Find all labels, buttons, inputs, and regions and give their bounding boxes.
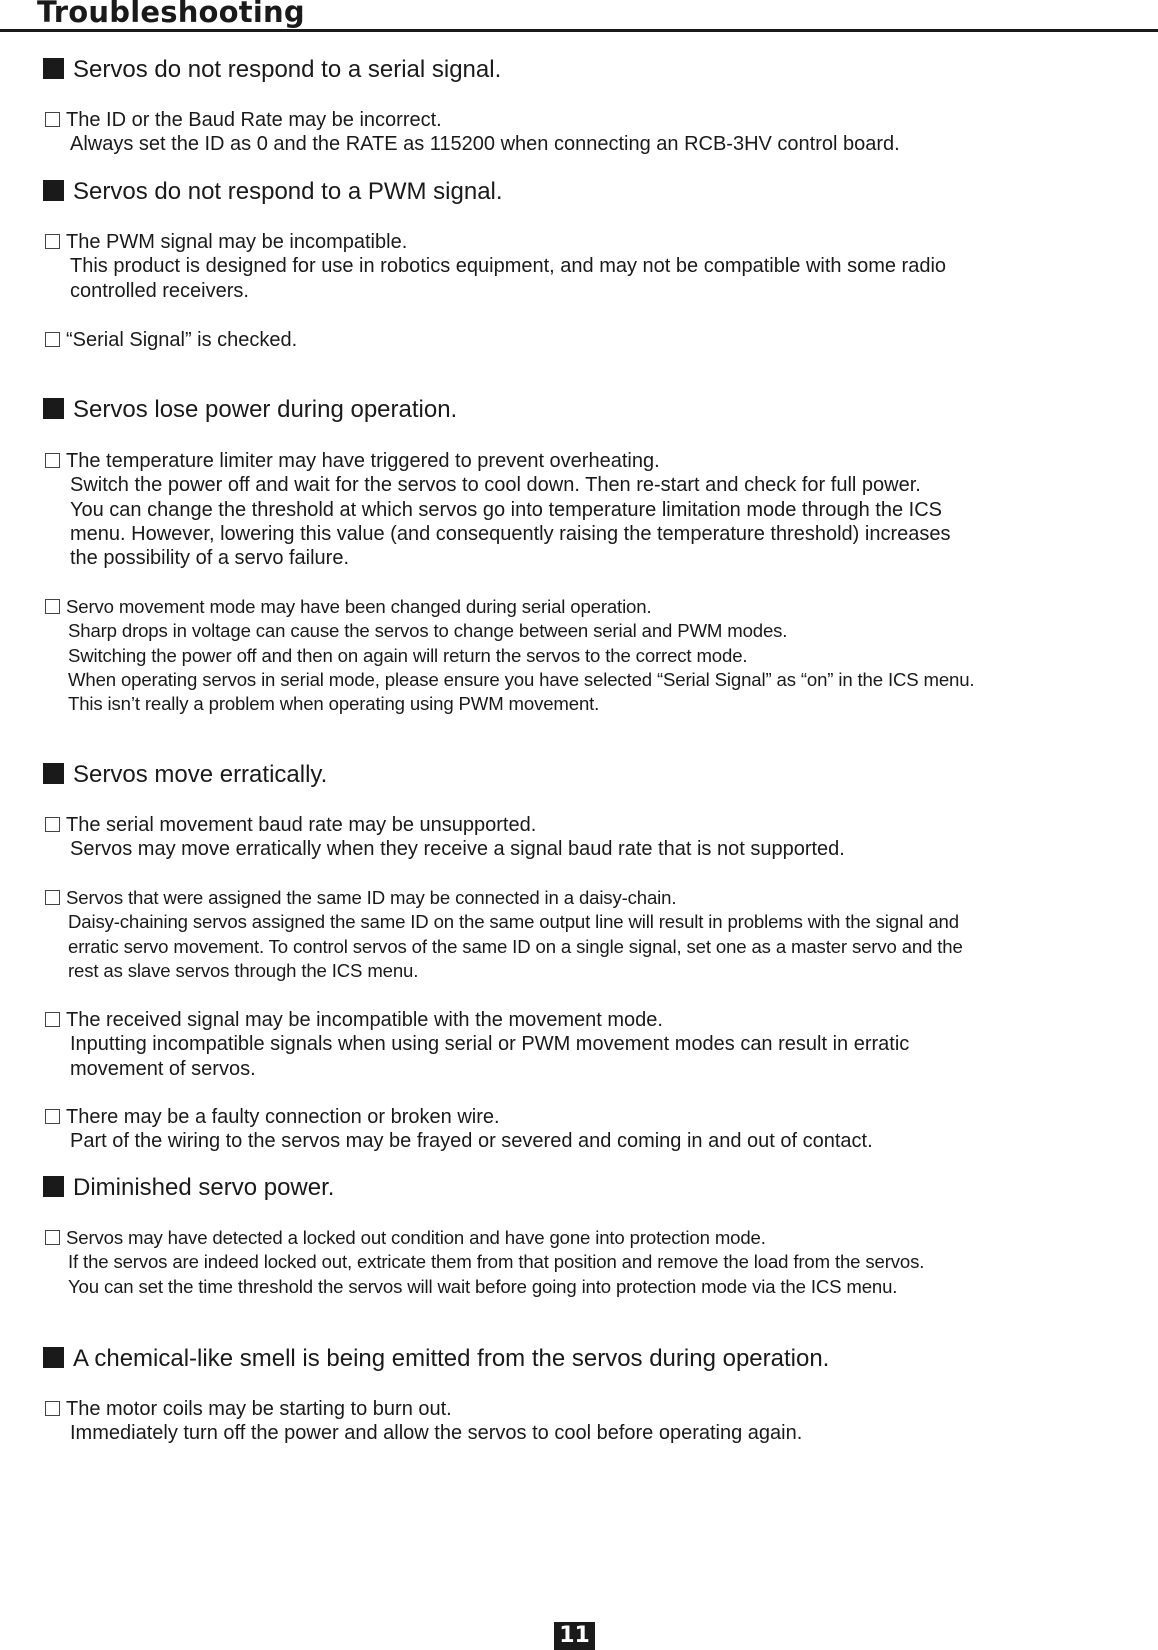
filled-square-bullet-icon [43, 398, 64, 419]
item-cause-text: The temperature limiter may have triggered to prevent overheating. [66, 450, 660, 472]
section-heading-text: Servos do not respond to a PWM signal. [73, 178, 503, 205]
page-number: 11 [554, 1622, 595, 1650]
troubleshooting-item [45, 886, 1125, 983]
troubleshooting-item [45, 1226, 1125, 1299]
item-detail-line: Sharp drops in voltage can cause the servos to change between serial and PWM modes. [68, 620, 788, 642]
filled-square-bullet-icon [43, 1347, 64, 1368]
item-detail-line: Immediately turn off the power and allow the servos to cool before operating again. [70, 1422, 803, 1445]
item-cause-text: Servos may have detected a locked out condition and have gone into protection mode. [66, 1227, 766, 1248]
troubleshooting-item [45, 1397, 1125, 1446]
section-heading [43, 1344, 829, 1374]
open-square-bullet-icon [45, 332, 60, 347]
item-detail-line: erratic servo movement. To control servos of the same ID on a single signal, set one as a master servo and the [68, 935, 963, 957]
item-detail-line: movement of servos. [70, 1057, 256, 1080]
item-detail-line: controlled receivers. [70, 279, 249, 302]
item-detail-line: rest as slave servos through the ICS menu. [68, 959, 419, 981]
item-detail-line: If the servos are indeed locked out, extricate them from that position and remove the load from the servos. [68, 1251, 925, 1273]
item-cause [45, 449, 1125, 473]
item-detail-line: Always set the ID as 0 and the RATE as 115200 when connecting an RCB-3HV control board. [70, 133, 900, 156]
section-heading-text: Servos move erratically. [73, 761, 328, 788]
item-detail-line: Part of the wiring to the servos may be frayed or severed and coming in and out of contact. [70, 1130, 873, 1153]
item-cause [45, 813, 1125, 837]
item-cause [45, 1008, 1125, 1032]
item-detail-line: the possibility of a servo failure. [70, 547, 350, 570]
item-cause-text: The ID or the Baud Rate may be incorrect. [66, 109, 442, 131]
open-square-bullet-icon [45, 817, 60, 832]
open-square-bullet-icon [45, 1230, 60, 1245]
item-detail-line: This product is designed for use in robotics equipment, and may not be compatible with some radio [70, 255, 947, 278]
item-cause-text: The PWM signal may be incompatible. [66, 231, 408, 253]
item-cause-text: There may be a faulty connection or broken wire. [66, 1106, 500, 1128]
item-cause [45, 328, 1125, 352]
open-square-bullet-icon [45, 234, 60, 249]
section-heading-text: A chemical-like smell is being emitted from the servos during operation. [73, 1345, 830, 1372]
filled-square-bullet-icon [43, 763, 64, 784]
item-detail-line: Daisy-chaining servos assigned the same ID on the same output line will result in problems with the signal and [68, 911, 959, 933]
title-rule [0, 29, 1158, 32]
item-detail-line: Switch the power off and wait for the servos to cool down. Then re-start and check for full power. [70, 474, 921, 497]
item-cause-text: Servo movement mode may have been changed during serial operation. [66, 596, 652, 617]
troubleshooting-item [45, 449, 1125, 570]
open-square-bullet-icon [45, 1109, 60, 1124]
troubleshooting-item [45, 230, 1125, 303]
item-cause-text: The received signal may be incompatible with the movement mode. [66, 1009, 663, 1031]
item-detail-line: Inputting incompatible signals when using serial or PWM movement modes can result in erratic [70, 1033, 910, 1056]
open-square-bullet-icon [45, 1401, 60, 1416]
item-detail-line: You can set the time threshold the servos will wait before going into protection mode via the ICS menu. [68, 1275, 898, 1297]
section-heading [43, 1173, 334, 1203]
item-detail-line: This isn’t really a problem when operating using PWM movement. [68, 693, 600, 715]
troubleshooting-item [45, 1105, 1125, 1154]
open-square-bullet-icon [45, 453, 60, 468]
section-heading [43, 760, 327, 790]
troubleshooting-item [45, 328, 1125, 352]
open-square-bullet-icon [45, 599, 60, 614]
troubleshooting-item [45, 1008, 1125, 1081]
filled-square-bullet-icon [43, 58, 64, 79]
item-detail-line: You can change the threshold at which servos go into temperature limitation mode through the ICS [70, 498, 943, 521]
filled-square-bullet-icon [43, 180, 64, 201]
open-square-bullet-icon [45, 112, 60, 127]
item-detail-line: When operating servos in serial mode, please ensure you have selected “Serial Signal” as “on” in the ICS menu. [68, 668, 975, 690]
troubleshooting-item [45, 813, 1125, 862]
item-cause-text: “Serial Signal” is checked. [66, 329, 298, 351]
troubleshooting-item [45, 108, 1125, 157]
item-cause [45, 230, 1125, 254]
page-title: Troubleshooting [37, 0, 305, 29]
section-heading-text: Diminished servo power. [73, 1174, 335, 1201]
item-cause [45, 108, 1125, 132]
item-cause [45, 1397, 1125, 1421]
section-heading [43, 395, 457, 425]
section-heading [43, 55, 501, 85]
open-square-bullet-icon [45, 890, 60, 905]
section-heading-text: Servos lose power during operation. [73, 396, 458, 423]
open-square-bullet-icon [45, 1012, 60, 1027]
filled-square-bullet-icon [43, 1176, 64, 1197]
item-detail-line: Switching the power off and then on again will return the servos to the correct mode. [68, 644, 748, 666]
item-detail-line: Servos may move erratically when they receive a signal baud rate that is not supported. [70, 838, 845, 861]
item-cause-text: The motor coils may be starting to burn out. [66, 1398, 452, 1420]
item-cause [45, 1105, 1125, 1129]
item-cause [45, 1226, 1125, 1250]
item-cause [45, 595, 1125, 619]
item-cause-text: The serial movement baud rate may be unsupported. [66, 814, 537, 836]
troubleshooting-item [45, 595, 1125, 716]
page-header [0, 0, 1158, 33]
item-cause-text: Servos that were assigned the same ID may be connected in a daisy-chain. [66, 887, 677, 908]
section-heading [43, 177, 503, 207]
item-detail-line: menu. However, lowering this value (and consequently raising the temperature threshold) increases [70, 522, 951, 545]
item-cause [45, 886, 1125, 910]
section-heading-text: Servos do not respond to a serial signal. [73, 56, 502, 83]
